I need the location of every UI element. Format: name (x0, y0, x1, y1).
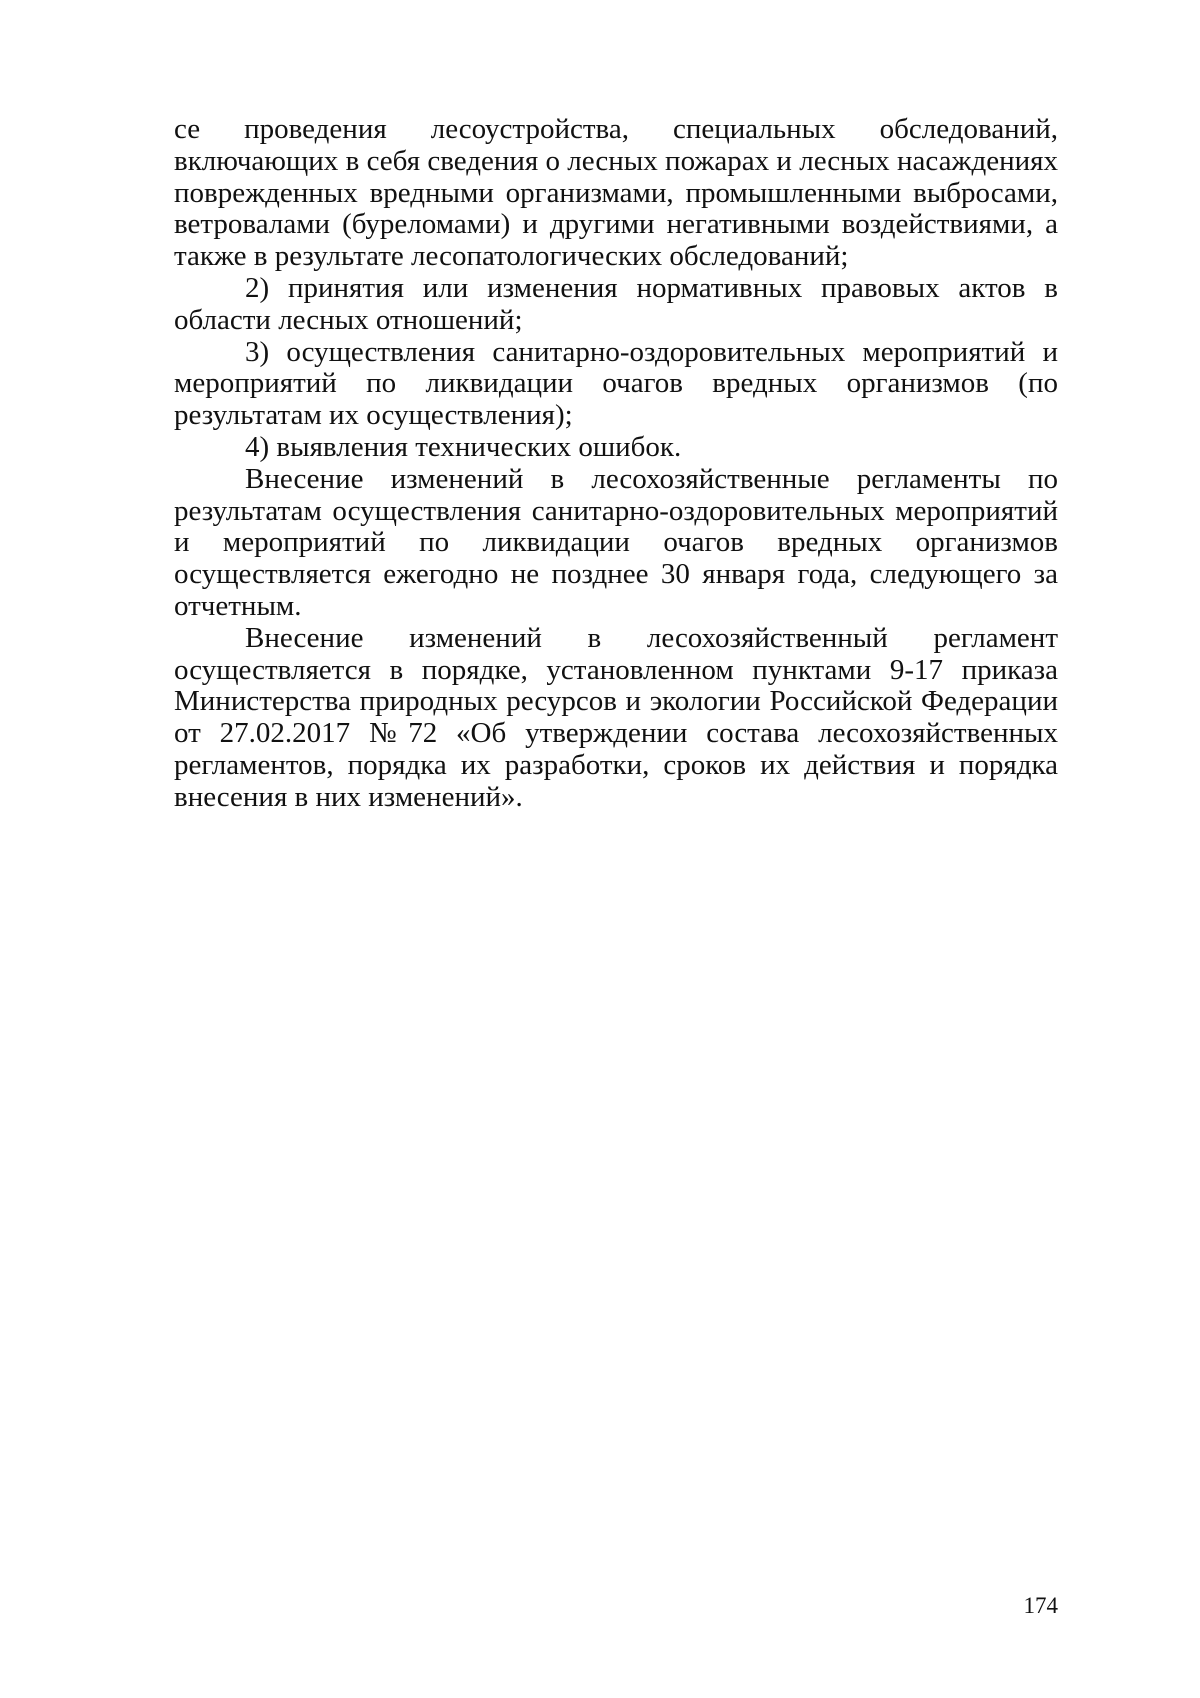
paragraph-continuation: се проведения лесоустройства, специальных обследований, включающих в себя сведения о лесных пожарах и лесных насаждениях поврежденных вредными организмами, промышленными выбросами, ветровалами (буреломами) и другими негативными воздействиями, а также в результате лесопатологических обследований; (174, 113, 1058, 273)
paragraph-annual-changes: Внесение изменений в лесохозяйственные регламенты по результатам осуществления санитарно-оздоровительных мероприятий и мероприятий по ликвидации очагов вредных организмов осуществляется ежегодно не позднее 30 января года, следующего за отчетным. (174, 462, 1058, 622)
body-text (174, 114, 1058, 814)
list-item-3: 3) осуществления санитарно-оздоровительных мероприятий и мероприятий по ликвидации очагов вредных организмов (по результатам их осуществления); (174, 335, 1058, 432)
page-number: 174 (1023, 1593, 1058, 1618)
list-item-4: 4) выявления технических ошибок. (245, 430, 682, 463)
list-item-2: 2) принятия или изменения нормативных правовых актов в области лесных отношений; (174, 271, 1058, 336)
paragraph-procedure: Внесение изменений в лесохозяйственный регламент осуществляется в порядке, установленном пунктами 9-17 приказа Министерства природных ресурсов и экологии Российской Федерации от 27.02.2017 №72 «Об утверждении состава лесохозяйственных регламентов, порядка их разработки, сроков их действия и порядка внесения в них изменений». (174, 621, 1058, 813)
